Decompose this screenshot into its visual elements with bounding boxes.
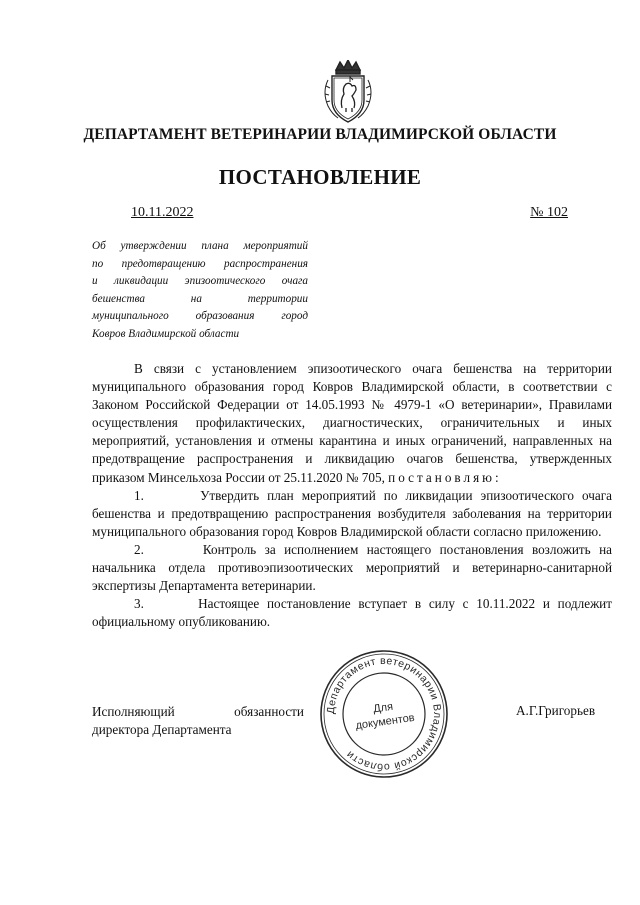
- preamble-paragraph: [92, 360, 612, 487]
- subject-line: и ликвидации эпизоотического очага: [92, 275, 308, 288]
- decree-word: постановляю:: [388, 469, 502, 485]
- item-number: 2.: [134, 541, 144, 557]
- subject-line: Ковров Владимирской области: [92, 327, 240, 340]
- item-number: 1.: [134, 487, 144, 503]
- document-type-title: ПОСТАНОВЛЕНИЕ: [218, 165, 422, 189]
- stamp-center-line: документов: [354, 711, 416, 733]
- coat-of-arms-icon: [320, 60, 376, 124]
- position-line: директора Департамента: [92, 722, 232, 737]
- item-text: Контроль за исполнением настоящего постановления возложить на начальника отдела противоэпизоотических мероприятий и ветеринарно-санитарной экспертизы Департамента ветеринарии.: [92, 541, 613, 594]
- item-text: Утвердить план мероприятий по ликвидации эпизоотического очага бешенства и предотвращению распространения возбудителя заболевания на территории муниципального образования город Ковров Владимирской области согласно приложению.: [92, 487, 612, 539]
- signatory-name: А.Г.Григорьев: [516, 703, 596, 718]
- document-number: № 102: [530, 205, 568, 220]
- subject-block: [92, 238, 308, 344]
- official-stamp: [318, 648, 450, 780]
- subject-line: муниципального образования город: [92, 310, 308, 323]
- item-text: Настоящее постановление вступает в силу с 10.11.2022 и подлежит официальному опубликованию.: [92, 596, 612, 630]
- item-number: 3.: [134, 596, 144, 612]
- subject-line: бешенства на территории: [92, 292, 308, 305]
- department-name: ДЕПАРТАМЕНТ ВЕТЕРИНАРИИ ВЛАДИМИРСКОЙ ОБЛАСТИ: [83, 126, 557, 143]
- stamp-center-line: Для: [372, 700, 394, 716]
- list-item: [92, 595, 612, 631]
- list-item: [92, 541, 612, 595]
- list-item: [92, 487, 612, 541]
- position-line: Исполняющий обязанности: [92, 704, 304, 719]
- document-date: 10.11.2022: [131, 205, 194, 220]
- preamble-text: В связи с установлением эпизоотического очага бешенства на территории муниципального образования город Ковров Владимирской области, в соответствии с Законом Российской Федерации от 14.05.1993 № 4979-1 «О ветеринарии», Правилами осуществления профилактических, диагностических, ограничительных и иных мероприятий, установления и отмены карантина и иных ограничений, направленных на предотвращение распространения и ликвидацию очагов бешенства, утвержденных приказом Минсельхоза России от 25.11.2020 № 705,: [92, 361, 612, 485]
- subject-line: Об утверждении плана мероприятий: [92, 240, 308, 252]
- subject-line: по предотвращению распространения: [92, 257, 308, 270]
- signatory-position: [92, 703, 304, 739]
- body-text: [92, 360, 612, 631]
- stamp-ring-text: Департамент ветеринарии Владимирской области: [324, 654, 444, 774]
